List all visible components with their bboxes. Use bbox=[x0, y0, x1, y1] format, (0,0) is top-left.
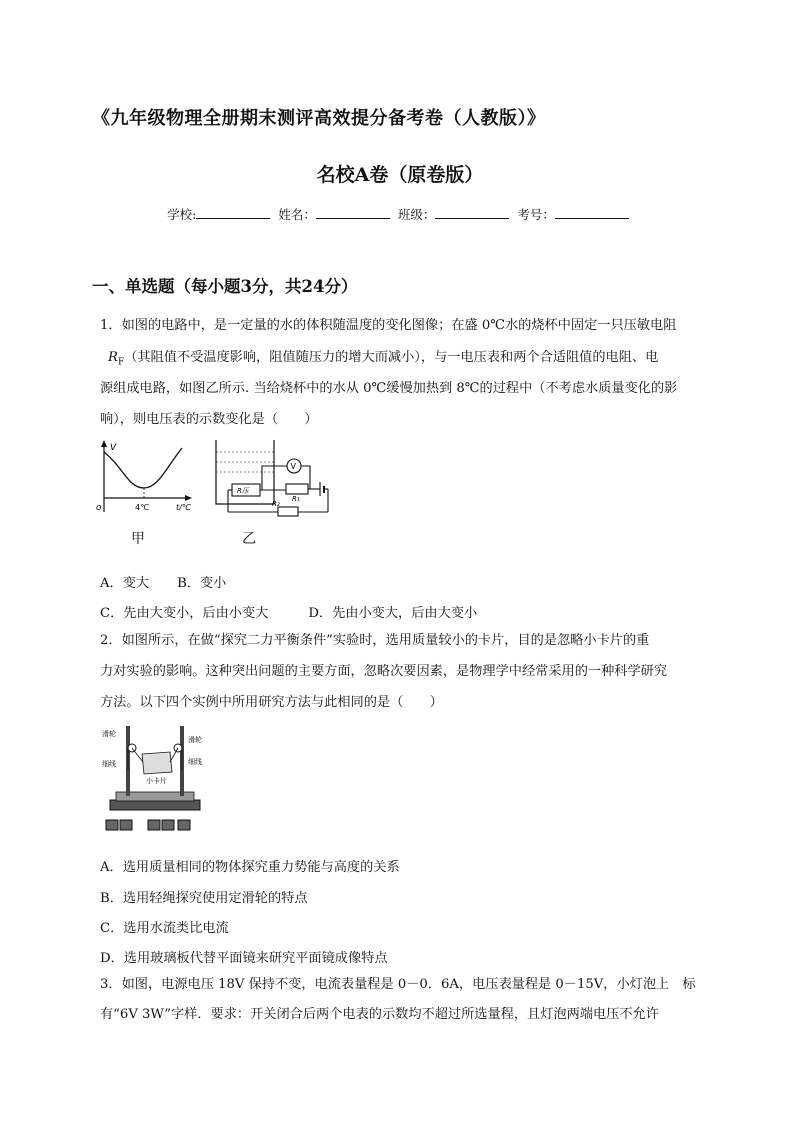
q1-rf-symbol: R bbox=[108, 350, 118, 365]
graph-x-arrow bbox=[185, 495, 192, 501]
q1-options-row-1 bbox=[100, 572, 226, 591]
q2-apparatus-figure bbox=[98, 720, 214, 838]
exam-subtitle: 名校A卷（原卷版） bbox=[316, 164, 484, 186]
q1-options-row-2 bbox=[100, 602, 477, 621]
small-card bbox=[142, 752, 172, 774]
q2-line-3: 方法。以下四个实例中所用研究方法与此相同的是（ ） bbox=[100, 695, 443, 710]
graph-y-label: V bbox=[110, 443, 117, 453]
label-card: 小卡片 bbox=[146, 777, 167, 785]
name-blank[interactable] bbox=[316, 206, 390, 219]
resistor-r1-label: R₁ bbox=[292, 495, 300, 503]
name-label: 姓名： bbox=[278, 207, 316, 222]
graph-curve bbox=[104, 448, 182, 488]
q2-option-c[interactable]: C．选用水流类比电流 bbox=[100, 921, 229, 936]
q2-option-d[interactable]: D．选用玻璃板代替平面镜来研究平面镜成像特点 bbox=[100, 951, 388, 966]
right-string bbox=[170, 748, 178, 762]
apparatus-base bbox=[110, 800, 200, 810]
q1-option-a[interactable]: A．变大 bbox=[100, 576, 150, 591]
fig-label-jia: 甲 bbox=[131, 531, 145, 547]
q1-option-b[interactable]: B．变小 bbox=[177, 576, 227, 591]
graph-y-arrow bbox=[101, 440, 107, 447]
label-pulley-right: 滑轮 bbox=[188, 736, 202, 744]
weight-2 bbox=[120, 820, 132, 830]
label-pulley-left: 滑轮 bbox=[102, 730, 116, 738]
q3-line-1: 3．如图，电源电压 18V 保持不变，电流表量程是 0－0．6A，电压表量程是 0－15V，小灯泡上 标 bbox=[100, 977, 696, 992]
weight-4 bbox=[162, 820, 174, 830]
q1-option-c[interactable]: C．先由大变小，后由小变大 bbox=[100, 606, 269, 621]
q3-line-2: 有“6V 3W”字样．要求：开关闭合后两个电表的示数均不超过所选量程，且灯泡两端电压不允许 bbox=[100, 1007, 659, 1022]
q1-option-d[interactable]: D．先由小变大，后由大变小 bbox=[308, 606, 478, 621]
left-string bbox=[132, 748, 143, 762]
weight-3 bbox=[148, 820, 160, 830]
fig-label-yi: 乙 bbox=[242, 531, 256, 547]
graph-origin-label: o bbox=[96, 503, 102, 513]
q1-line-3: 源组成电路，如图乙所示. 当给烧杯中的水从 0℃缓慢加热到 8℃的过程中（不考虑水质量变化的影 bbox=[100, 381, 678, 396]
q1-rf-subscript: F bbox=[117, 357, 125, 368]
resistor-r1 bbox=[286, 484, 308, 494]
school-label: 学校: bbox=[167, 207, 197, 222]
student-info-fields bbox=[0, 205, 800, 223]
q1-circuit-figure bbox=[210, 438, 332, 520]
resistor-r2-label: R₂ bbox=[272, 500, 280, 508]
weights-row bbox=[106, 820, 190, 830]
q2-option-a[interactable]: A．选用质量相同的物体探究重力势能与高度的关系 bbox=[100, 860, 400, 875]
q1-line-2 bbox=[108, 350, 658, 371]
school-blank[interactable] bbox=[196, 206, 270, 219]
q2-line-2: 力对实验的影响。这种突出问题的主要方面，忽略次要因素，是物理学中经常采用的一种科学研究 bbox=[100, 664, 668, 679]
section-heading: 一、单选题（每小题3分，共24分） bbox=[92, 277, 358, 296]
label-string-right: 细线 bbox=[188, 758, 202, 766]
class-label: 班级： bbox=[397, 207, 436, 222]
label-string-left: 细线 bbox=[102, 760, 116, 768]
weight-5 bbox=[178, 820, 190, 830]
q1-graph-figure bbox=[96, 438, 204, 518]
number-blank[interactable] bbox=[555, 206, 629, 219]
pressure-resistor-label: R压 bbox=[237, 487, 249, 495]
q2-option-b[interactable]: B．选用轻绳探究使用定滑轮的特点 bbox=[100, 891, 308, 906]
q1-line-2-text: （其阻值不受温度影响，阻值随压力的增大而减小），与一电压表和两个合适阻值的电阻、电 bbox=[124, 350, 659, 365]
voltmeter-label: V bbox=[290, 462, 296, 471]
weight-1 bbox=[106, 820, 118, 830]
q1-line-1: 1．如图的电路中，是一定量的水的体积随温度的变化图像；在盛 0℃水的烧杯中固定一只压敏电阻 bbox=[100, 318, 677, 333]
graph-min-tick-label: 4℃ bbox=[135, 503, 150, 512]
exam-title: 《九年级物理全册期末测评高效提分备考卷（人教版）》 bbox=[92, 108, 546, 129]
resistor-r2 bbox=[278, 507, 298, 516]
q2-line-1: 2．如图所示，在做“探究二力平衡条件”实验时，选用质量较小的卡片，目的是忽略小卡片的重 bbox=[100, 633, 650, 648]
graph-x-label: t/℃ bbox=[176, 503, 191, 512]
number-label: 考号： bbox=[517, 207, 555, 222]
class-blank[interactable] bbox=[435, 206, 509, 219]
q1-line-4: 响），则电压表的示数变化是（ ） bbox=[100, 412, 318, 427]
